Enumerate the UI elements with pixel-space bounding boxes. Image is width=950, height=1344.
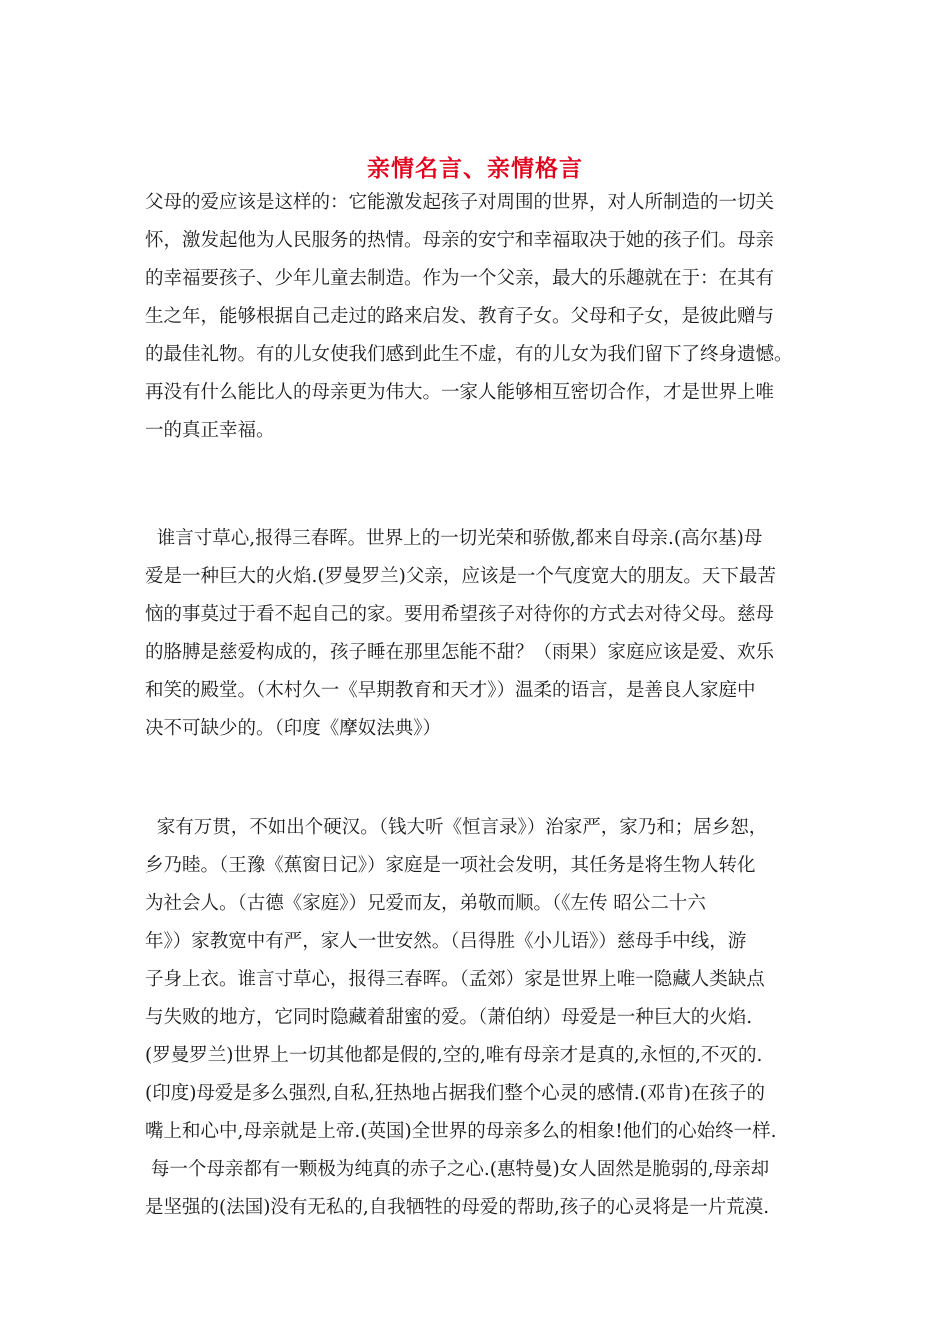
paragraph-3-line: 是坚强的(法国)没有无私的,自我牺牲的母爱的帮助,孩子的心灵将是一片荒漠. bbox=[145, 1197, 770, 1218]
paragraph-2-line: 恼的事莫过于看不起自己的家。要用希望孩子对待你的方式去对待父母。慈母 bbox=[145, 604, 775, 625]
paragraph-1-line: 生之年，能够根据自己走过的路来启发、教育子女。父母和子女，是彼此赠与 bbox=[145, 306, 775, 327]
paragraph-1-line: 的幸福要孩子、少年儿童去制造。作为一个父亲，最大的乐趣就在于：在其有 bbox=[145, 268, 775, 289]
paragraph-3-line: 每一个母亲都有一颗极为纯真的赤子之心.(惠特曼)女人固然是脆弱的,母亲却 bbox=[145, 1159, 770, 1180]
paragraph-2-line: 和笑的殿堂。（木村久一《早期教育和天才》）温柔的语言，是善良人家庭中 bbox=[145, 680, 756, 701]
paragraph-3-line: 子身上衣。谁言寸草心，报得三春晖。（孟郊）家是世界上唯一隐藏人类缺点 bbox=[145, 969, 765, 990]
paragraph-1-line: 再没有什么能比人的母亲更为伟大。一家人能够相互密切合作，才是世界上唯 bbox=[145, 382, 775, 403]
paragraph-2-line: 谁言寸草心,报得三春晖。世界上的一切光荣和骄傲,都来自母亲.(高尔基)母 bbox=[145, 528, 763, 549]
paragraph-3-line: 家有万贯，不如出个硬汉。（钱大听《恒言录》）治家严，家乃和；居乡恕， bbox=[145, 817, 768, 838]
paragraph-2-line: 的胳膊是慈爱构成的，孩子睡在那里怎能不甜？（雨果）家庭应该是爱、欢乐 bbox=[145, 642, 775, 663]
paragraph-2-line: 爱是一种巨大的火焰.(罗曼罗兰)父亲，应该是一个气度宽大的朋友。天下最苦 bbox=[145, 566, 776, 587]
paragraph-3-line: 年》）家教宽中有严，家人一世安然。（吕得胜《小儿语》）慈母手中线，游 bbox=[145, 931, 747, 952]
paragraph-1-line: 怀，激发起他为人民服务的热情。母亲的安宁和幸福取决于她的孩子们。母亲 bbox=[145, 230, 775, 251]
paragraph-3-line: (印度)母爱是多么强烈,自私,狂热地占据我们整个心灵的感情.(邓肯)在孩子的 bbox=[145, 1083, 766, 1104]
paragraph-3-line: 乡乃睦。（王豫《蕉窗日记》）家庭是一项社会发明，其任务是将生物人转化 bbox=[145, 855, 756, 876]
paragraph-1-line: 的最佳礼物。有的儿女使我们感到此生不虚，有的儿女为我们留下了终身遗憾。 bbox=[145, 344, 793, 365]
paragraph-3-line: 与失败的地方，它同时隐藏着甜蜜的爱。（萧伯纳）母爱是一种巨大的火焰. bbox=[145, 1007, 753, 1028]
paragraph-1-line: 一的真正幸福。 bbox=[145, 420, 275, 441]
paragraph-2-line: 决不可缺少的。（印度《摩奴法典》） bbox=[145, 718, 442, 739]
paragraph-1-line: 父母的爱应该是这样的：它能激发起孩子对周围的世界，对人所制造的一切关 bbox=[145, 192, 775, 213]
paragraph-3-line: 为社会人。（古德《家庭》）兄爱而友，弟敬而顺。（《左传 昭公二十六 bbox=[145, 893, 706, 914]
document-title: 亲情名言、亲情格言 bbox=[367, 155, 583, 182]
paragraph-3-line: 嘴上和心中,母亲就是上帝.(英国)全世界的母亲多么的相象!他们的心始终一样. bbox=[145, 1121, 777, 1142]
paragraph-3-line: (罗曼罗兰)世界上一切其他都是假的,空的,唯有母亲才是真的,永恒的,不灭的. bbox=[145, 1045, 763, 1066]
